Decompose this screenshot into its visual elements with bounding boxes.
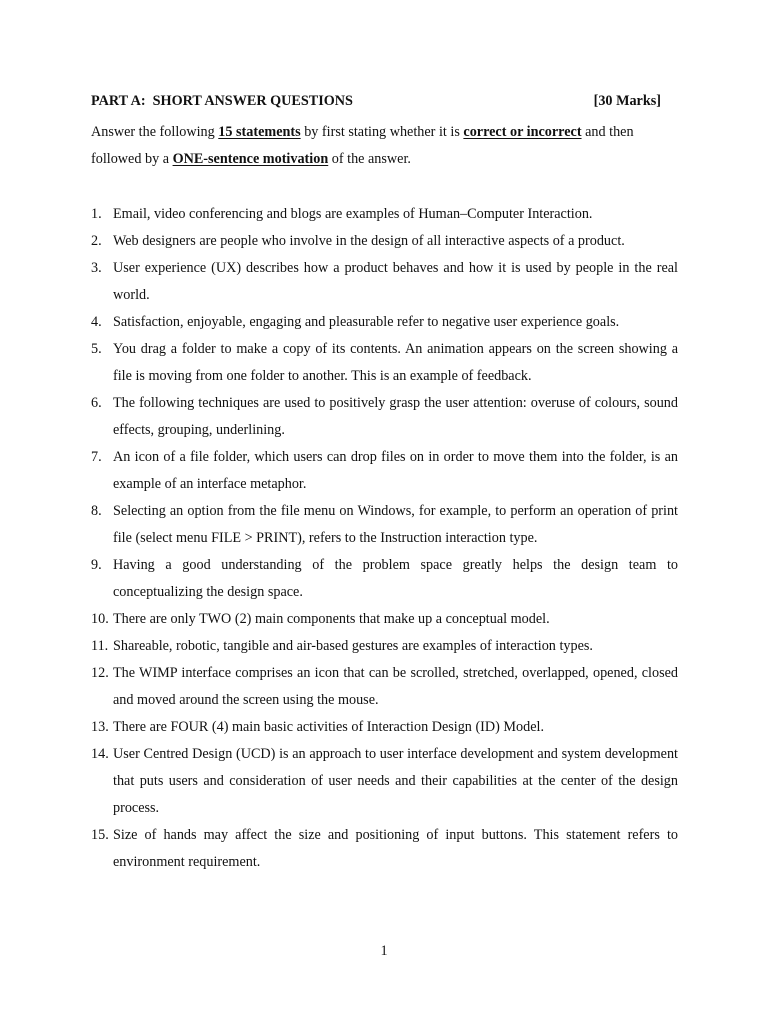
question-number: 13.	[91, 719, 109, 735]
question-item	[91, 552, 678, 606]
question-text: Size of hands may affect the size and positioning of input buttons. This statement refers to environment requirement.	[113, 827, 678, 870]
question-number: 5.	[91, 341, 102, 357]
section-marks: [30 Marks]	[593, 93, 661, 109]
instructions-emphasis-motivation: ONE-sentence motivation	[172, 151, 329, 167]
instructions-emphasis-verdict: correct or incorrect	[463, 124, 582, 140]
question-text: Email, video conferencing and blogs are examples of Human–Computer Interaction.	[113, 206, 593, 222]
instructions-text: Answer the following	[91, 124, 219, 140]
question-number: 2.	[91, 233, 102, 249]
question-text: Selecting an option from the file menu on Windows, for example, to perform an operation of print file (select menu FILE > PRINT), refers to the Instruction interaction type.	[113, 503, 678, 546]
page-number: 1	[380, 943, 388, 959]
question-text: There are FOUR (4) main basic activities of Interaction Design (ID) Model.	[113, 719, 545, 735]
question-number: 14.	[91, 746, 109, 762]
question-number: 7.	[91, 449, 102, 465]
question-item	[91, 336, 678, 390]
section-heading	[91, 93, 661, 113]
question-number: 12.	[91, 665, 109, 681]
question-item	[91, 606, 678, 633]
question-item	[91, 714, 678, 741]
question-item	[91, 498, 678, 552]
question-number: 10.	[91, 611, 109, 627]
question-number: 6.	[91, 395, 102, 411]
question-text: The WIMP interface comprises an icon that can be scrolled, stretched, overlapped, opened, closed and moved around the screen using the mouse.	[113, 665, 678, 708]
question-number: 15.	[91, 827, 109, 843]
question-item	[91, 444, 678, 498]
question-text: Having a good understanding of the problem space greatly helps the design team to conceptualizing the design space.	[113, 557, 678, 600]
question-text: Shareable, robotic, tangible and air-based gestures are examples of interaction types.	[113, 638, 593, 654]
question-text: The following techniques are used to positively grasp the user attention: overuse of colours, sound effects, grouping, underlining.	[113, 395, 678, 438]
question-number: 1.	[91, 206, 102, 222]
question-text: User Centred Design (UCD) is an approach to user interface development and system development that puts users and consideration of user needs and their capabilities at the center of the design process.	[113, 746, 678, 816]
question-text: Web designers are people who involve in the design of all interactive aspects of a product.	[113, 233, 625, 249]
instructions-text: of the answer.	[328, 151, 411, 167]
question-text: Satisfaction, enjoyable, engaging and pleasurable refer to negative user experience goals.	[113, 314, 620, 330]
instructions-paragraph	[91, 119, 678, 173]
question-item	[91, 309, 678, 336]
question-item	[91, 633, 678, 660]
question-item	[91, 822, 678, 876]
question-list	[91, 201, 678, 876]
question-number: 3.	[91, 260, 102, 276]
section-title: PART A: SHORT ANSWER QUESTIONS	[91, 93, 353, 109]
question-text: User experience (UX) describes how a product behaves and how it is used by people in the real world.	[113, 260, 678, 303]
question-item	[91, 660, 678, 714]
question-text: An icon of a file folder, which users can drop files on in order to move them into the folder, is an example of an interface metaphor.	[113, 449, 678, 492]
question-text: You drag a folder to make a copy of its contents. An animation appears on the screen showing a file is moving from one folder to another. This is an example of feedback.	[113, 341, 678, 384]
question-number: 4.	[91, 314, 102, 330]
instructions-text: by first stating whether it is	[300, 124, 464, 140]
question-number: 9.	[91, 557, 102, 573]
question-number: 11.	[91, 638, 109, 654]
question-item	[91, 741, 678, 822]
question-number: 8.	[91, 503, 102, 519]
question-text: There are only TWO (2) main components that make up a conceptual model.	[113, 611, 550, 627]
instructions-text: and then followed by a	[91, 124, 634, 167]
instructions-emphasis-count: 15 statements	[218, 124, 301, 140]
question-item	[91, 390, 678, 444]
question-item	[91, 255, 678, 309]
question-item	[91, 201, 678, 228]
question-item	[91, 228, 678, 255]
